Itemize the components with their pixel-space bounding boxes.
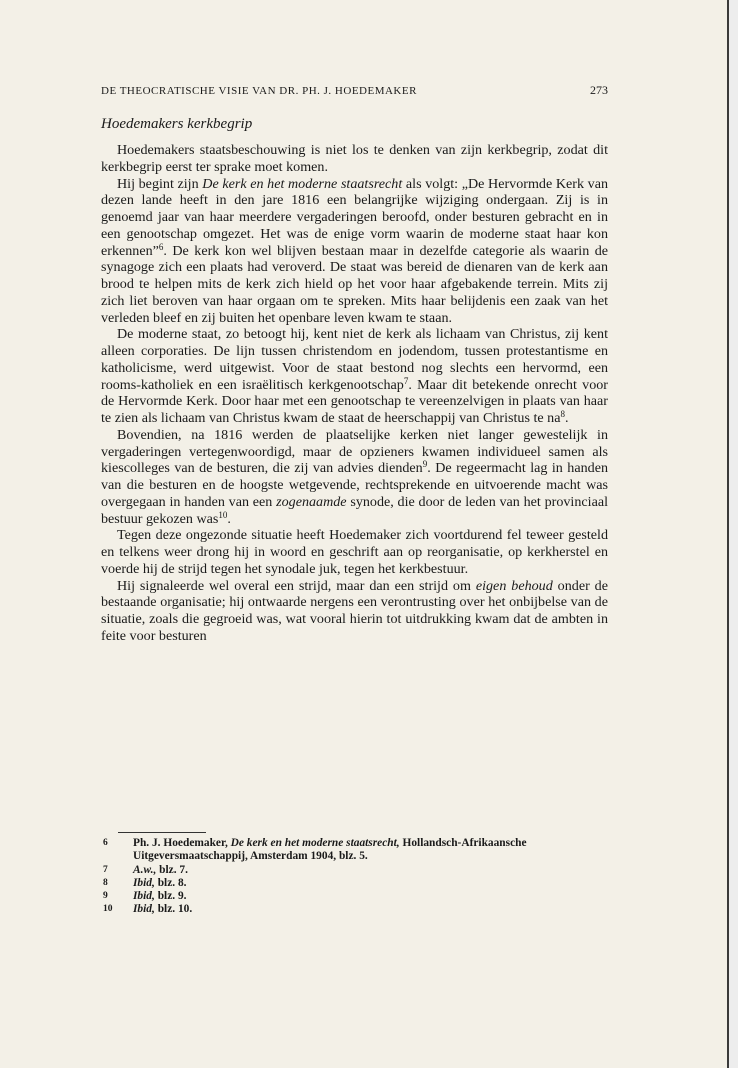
p4-italic-word: zogenaamde (276, 493, 347, 510)
footnote-post: blz. 7. (156, 863, 188, 876)
footnote-number: 7 (103, 864, 108, 875)
p4-text-c: synode, die door de leden van het provinciaal bestuur gekozen was (101, 493, 608, 527)
running-title: DE THEOCRATISCHE VISIE VAN DR. PH. J. HOEDEMAKER (101, 85, 417, 97)
footnote-number: 10 (103, 904, 113, 915)
footnote-ref-8: 8 (560, 409, 565, 419)
footnote-ref-9: 9 (422, 459, 428, 470)
body-text (101, 142, 608, 645)
p2-text-a: Hij begint zijn (117, 175, 203, 192)
footnote-9 (101, 890, 608, 903)
footnote-text (133, 877, 608, 890)
footnote-post: blz. 9. (154, 890, 187, 903)
footnote-pre: Ph. J. Hoedemaker, (133, 837, 231, 849)
paragraph-1: Hoedemakers staatsbeschouwing is niet los te denken van zijn kerkbegrip, zodat dit kerkbegrip eerst ter sprake moet komen. (101, 142, 608, 175)
paragraph-6 (101, 578, 608, 645)
footnote-ref-6: 6 (158, 241, 164, 252)
page-number: 273 (590, 83, 608, 97)
p2-book-title: De kerk en het moderne staatsrecht (202, 175, 403, 192)
footnote-number: 6 (103, 838, 108, 848)
running-head (101, 83, 608, 98)
p3-text-c: . (564, 410, 569, 426)
footnote-number: 8 (103, 877, 108, 888)
p4-text-a: Bovendien, na 1816 werden de plaatselijke kerken niet langer gewestelijk in vergaderingen vertegenwoordigd, maar de opzieners kwamen individueel samen als kiescolleges van de besturen, die zij van advies dienden (101, 426, 608, 477)
paragraph-5: Tegen deze ongezonde situatie heeft Hoedemaker zich voortdurend fel teweer gesteld en telkens weer drong hij in woord en geschrift aan op reorganisatie, op kerkherstel en voerde hij de strijd tegen het synodale juk, tegen het kerkbestuur. (101, 527, 608, 577)
p6-italic-phrase: eigen behoud (475, 577, 553, 594)
footnote-italic: Ibid, (133, 903, 155, 916)
paragraph-3 (101, 326, 608, 427)
footnote-post: blz. 10. (154, 903, 193, 916)
footnote-post: Hollandsch-Afrikaansche Uitgeversmaatschappij, Amsterdam 1904, blz. 5. (133, 837, 527, 863)
footnote-rule (118, 832, 206, 833)
footnote-ref-10: 10 (218, 509, 228, 520)
footnote-7 (101, 864, 608, 877)
footnote-number: 9 (103, 891, 108, 902)
footnote-10 (101, 903, 608, 916)
p3-text-a: De moderne staat, zo betoogt hij, kent niet de kerk als lichaam van Christus, zij kent alleen corporaties. De lijn tussen christendom en jodendom, tussen protestantisme en katholicisme, werd uitgewist. Voor de staat bestond nog slechts een hervormd, een rooms-katholiek en een israëlitisch kerkgenootschap (101, 326, 608, 393)
p4-text-d: . (227, 510, 231, 527)
p3-text-b: . Maar dit betekende onrecht voor de Hervormde Kerk. Door haar met een genootschap te vereenzelvigen in plaats van haar te zien als lichaam van Christus kwam de staat de heerschappij van Christus te na (101, 376, 608, 426)
footnote-post: blz. 8. (154, 876, 187, 889)
footnote-text (133, 890, 608, 903)
paragraph-2 (101, 176, 608, 327)
footnote-italic: Ibid, (133, 890, 155, 903)
p4-text-b: . De regeermacht lag in handen van die besturen en de hoogste wetgevende, rechtsprekende en uitvoerende macht was overgegaan in handen van een (101, 460, 608, 510)
p2-text-c: . De kerk kon wel blijven bestaan maar in dezelfde categorie als waarin de synagoge zich een plaats had veroverd. De staat was bereid de dienaren van de kerk aan brood te helpen mits de kerk zich hield op het voor haar afgebakende terrein. Mits zij zich liet beroven van haar orgaan om te spreken. Mits haar belijdenis een zaak van het verleden bleef en zij buiten het openbare leven kwam te staan. (101, 242, 608, 326)
footnote-ref-7: 7 (403, 375, 409, 386)
footnote-italic: Ibid, (133, 876, 155, 889)
scan-margin (729, 0, 738, 1068)
footnote-text (133, 837, 608, 864)
footnote-text (133, 864, 608, 877)
p6-text-b: onder de bestaande organisatie; hij ontwaarde nergens een verontrusting over het onbijbelse van de situatie, zoals die gegroeid was, wat vooral hierin tot uitdrukking kwam dat de ambten in feite voor besturen (101, 577, 608, 644)
paragraph-4 (101, 427, 608, 528)
p2-text-b: als volgt: „De Hervormde Kerk van dezen lande heeft in den jare 1816 een belangrijke wijziging ondergaan. Zij is in genoemd jaar van haar meerdere vergaderingen beroofd, onder besturen gebracht en in een genootschap omgezet. Het was de enige vorm waarin de moderne staat haar kon erkennen” (101, 175, 608, 259)
section-heading: Hoedemakers kerkbegrip (101, 116, 253, 132)
footnote-8 (101, 877, 608, 890)
footnotes (101, 837, 608, 917)
footnote-text (133, 903, 608, 916)
footnote-italic: De kerk en het moderne staatsrecht, (230, 837, 400, 849)
footnote-italic: A.w., (133, 863, 157, 876)
footnote-6 (101, 837, 608, 864)
p6-text-a: Hij signaleerde wel overal een strijd, maar dan een strijd om (117, 577, 476, 594)
